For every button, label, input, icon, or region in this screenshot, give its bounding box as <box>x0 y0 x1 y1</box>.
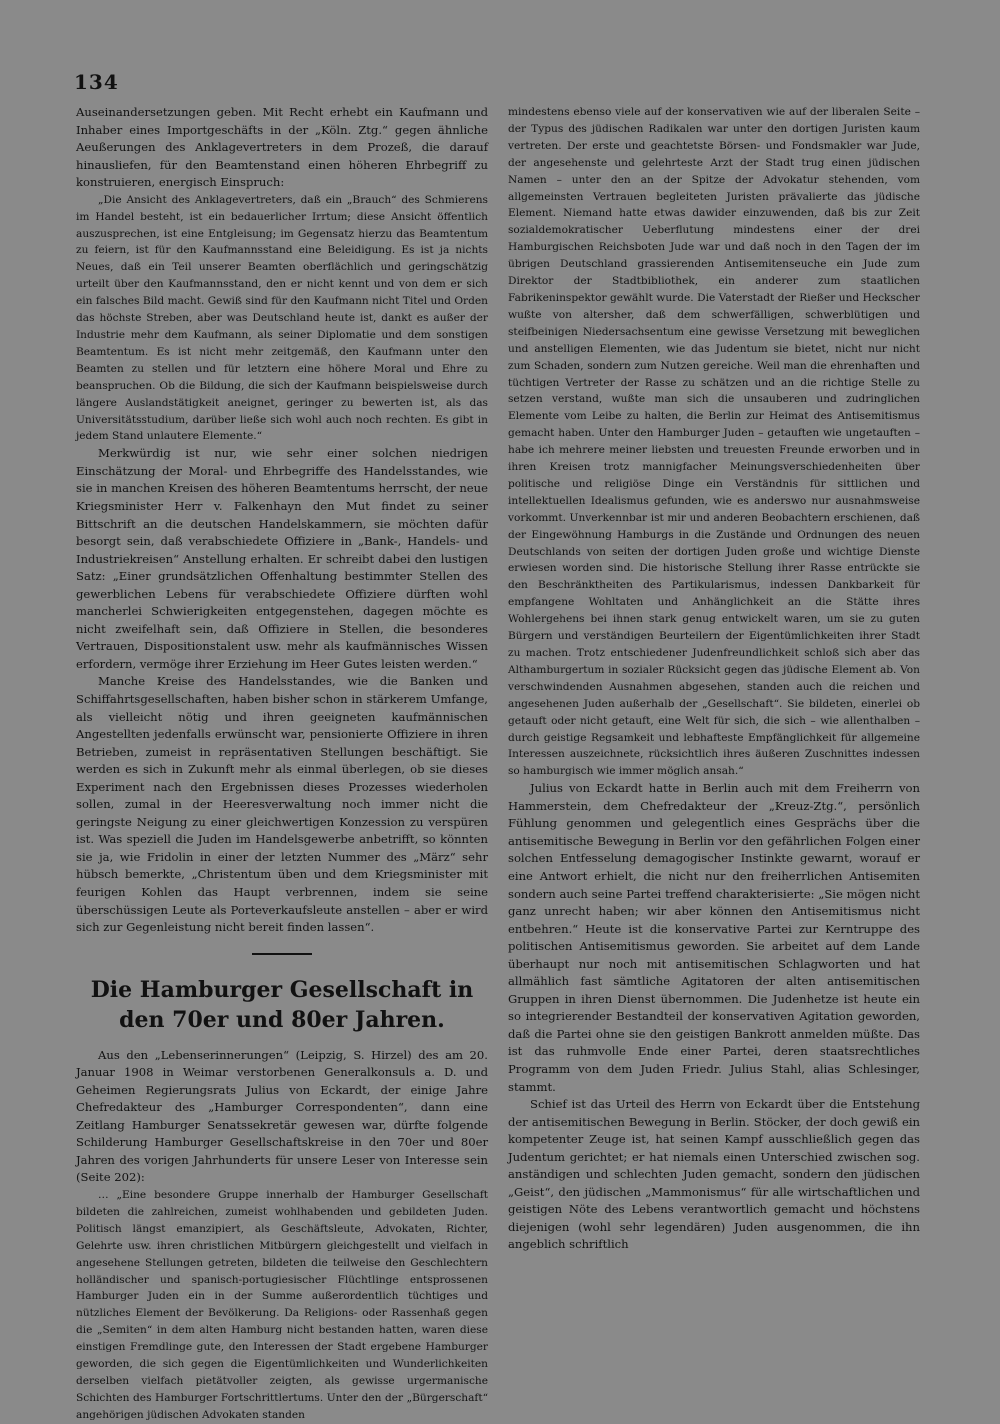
paragraph: Auseinandersetzungen geben. Mit Recht erhebt ein Kaufmann und Inhaber eines Importgeschäfts in der „Köln. Ztg.“ gegen ähnliche Aeußerungen des Anklagevertreters in dem Prozeß, die darauf hinausliefen, für den Beamtenstand einen höheren Ehrbegriff zu konstruieren, energisch Einspruch: <box>76 105 488 190</box>
quote-paragraph: „Die Ansicht des Anklagevertreters, daß ein „Brauch“ des Schmierens im Handel besteht, ist ein bedauerlicher Irrtum; diese Ansicht öffentlich auszusprechen, ist eine Entgleisung; im Gegensatz hierzu das Beamtentum zu feiern, ist für den Kaufmannsstand eine Beleidigung. Es ist ja nichts Neues, daß ein Teil unserer Beamten oberflächlich und geringschätzig urteilt über den Kaufmannsstand, den er nicht kennt und von dem er sich ein falsches Bild macht. Gewiß sind für den Kaufmann nicht Titel und Orden das höchste Streben, aber was Deutschland heute ist, dankt es außer der Industrie mehr dem Kaufmann, als seiner Diplomatie und dem sonstigen Beamtentum. Es ist nicht mehr zeitgemäß, den Kaufmann unter den Beamten zu stellen und für letztern eine höhere Moral und Ehre zu beanspruchen. Ob die Bildung, die sich der Kaufmann beispielsweise durch längere Auslandstätigkeit aneignet, geringer zu bewerten ist, als das Universitätsstudium, darüber ließe sich wohl auch noch rechten. Es gibt in jedem Stand unlautere Elemente.“ <box>76 193 488 443</box>
left-column <box>76 104 488 1424</box>
paragraph: Merkwürdig ist nur, wie sehr einer solchen niedrigen Einschätzung der Moral- und Ehrbegriffe des Handelsstandes, wie sie in manchen Kreisen des höheren Beamtentums herrscht, der neue Kriegsminister Herr v. Falkenhayn den Mut findet zu seiner Bittschrift an die deutschen Handelskammern, sie möchten dafür besorgt sein, daß verabschiedete Offiziere in „Bank-, Handels- und Industriekreisen“ Anstellung erhalten. Er schreibt dabei den lustigen Satz: „Einer grundsätzlichen Offenhaltung bestimmter Stellen des gewerblichen Lebens für verabschiedete Offiziere dürften wohl mancherlei Schwierigkeiten entgegenstehen, dagegen möchte es nicht zweifelhaft sein, daß Offiziere in Stellen, die besonderes Vertrauen, Dispositionstalent usw. mehr als kaufmännisches Wissen erfordern, vermöge ihrer Erziehung im Heer Gutes leisten werden.“ <box>76 446 488 671</box>
quote-paragraph: … „Eine besondere Gruppe innerhalb der Hamburger Gesellschaft bildeten die zahlreichen, zumeist wohlhabenden und gebildeten Juden. Politisch längst emanzipiert, als Geschäftsleute, Advokaten, Richter, Gelehrte usw. ihren christlichen Mitbürgern gleichgestellt und vielfach in angesehene Stellungen getreten, bildeten die teilweise den Geschlechtern holländischer und spanisch-portugiesischer Flüchtlinge entsprossenen Hamburger Juden ein in der Summe außerordentlich tüchtiges und nützliches Element der Bevölkerung. Da Religions- oder Rassenhaß gegen die „Semiten“ in dem alten Hamburg nicht bestanden hatten, waren diese einstigen Fremdlinge gute, den Interessen der Stadt ergebene Hamburger geworden, die sich gegen die Eigentümlichkeiten und Wunderlichkeiten derselben vielfach pietätvoller zeigten, als gewisse urgermanische Schichten des Hamburger Fortschrittlertums. Unter den der „Bürgerschaft“ angehörigen jüdischen Advokaten standen <box>76 1189 488 1421</box>
section-divider <box>252 953 312 955</box>
section-heading: Die Hamburger Gesellschaft in den 70er und 80er Jahren. <box>90 976 474 1033</box>
paragraph: Manche Kreise des Handelsstandes, wie die Banken und Schiffahrtsgesellschaften, haben bisher schon in stärkerem Umfange, als vielleicht nötig und ihren geeigneten kaufmännischen Angestellten jedenfalls erwünscht war, pensionierte Offiziere in ihren Betrieben, zumeist in repräsentativen Stellungen beschäftigt. Sie werden es sich in Zukunft mehr als einmal überlegen, ob sie dieses Experiment nach den Ergebnissen dieses Prozesses wiederholen sollen, zumal in der Heeresverwaltung noch immer nicht die geringste Neigung zu einer gleichwertigen Konzession zu verspüren ist. Was speziell die Juden im Handelsgewerbe anbetrifft, so könnten sie ja, wie Fridolin in einer der letzten Nummer des „März“ sehr hübsch bemerkte, „Christentum üben und dem Kriegsminister mit feurigen Kohlen das Haupt verbrennen, indem sie seine überschüssigen Leute als Porteverkaufsleute anstellen – aber er wird sich zur Gegenleistung nicht bereit finden lassen“. <box>76 674 488 935</box>
quote-paragraph: mindestens ebenso viele auf der konservativen wie auf der liberalen Seite – der Typus des jüdischen Radikalen war unter den dortigen Juristen kaum vertreten. Der erste und geachtetste Börsen- und Fondsmakler war Jude, der angesehenste und gelehrteste Arzt der Stadt trug einen jüdischen Namen – unter den an der Spitze der Advokatur stehenden, vom allgemeinsten Vertrauen begleiteten Juristen prävalierte das jüdische Element. Niemand hatte etwas dawider einzuwenden, daß bis zur Zeit sozialdemokratischer Ueberflutung mindestens einer der drei Hamburgischen Reichsboten Jude war und daß noch in den Tagen der im übrigen Deutschland grassierenden Antisemitenseuche ein Jude zum Direktor der Stadtbibliothek, ein anderer zum staatlichen Fabrikeninspektor gewählt wurde. Die Vaterstadt der Rießer und Heckscher wußte von altersher, daß dem schwerfälligen, schwerblütigen und steifbeinigen Niedersachsentum eine gewisse Versetzung mit beweglichen und anstelligen Elementen, wie das Judentum sie bietet, nicht nur nicht zum Schaden, sondern zum Nutzen gereiche. Weil man die ehrenhaften und tüchtigen Vertreter der Rasse zu schätzen und an die richtige Stelle zu setzen verstand, wußte man sich die unsauberen und zudringlichen Elemente vom Leibe zu halten, die Berlin zur Heimat des Antisemitismus gemacht haben. Unter den Hamburger Juden – getauften wie ungetauften – habe ich mehrere meiner liebsten und treuesten Freunde erworben und in ihren Kreisen trotz mannigfacher Meinungsverschiedenheiten über politische und religiöse Dinge ein Verständnis für sittlichen und intellektuellen Idealismus gefunden, wie es anderswo nur ausnahmsweise vorkommt. Unverkennbar ist mir und anderen Beobachtern erschienen, daß der Eingewöhnung Hamburgs in die Zustände und Ordnungen des neuen Deutschlands von seiten der dortigen Juden große und wichtige Dienste erwiesen worden sind. Die historische Stellung ihrer Rasse entrückte sie den Beschränktheiten des Partikularismus, indessen Dankbarkeit für empfangene Wohltaten und Anhänglichkeit an die Stätte ihres Wohlergehens bei ihnen stark genug entwickelt waren, um sie zu guten Bürgern und verständigen Beurteilern der Eigentümlichkeiten ihrer Stadt zu machen. Trotz entschiedener Judenfreundlichkeit schloß sich aber das Althamburgertum in sozialer Rücksicht gegen das jüdische Element ab. Von verschwindenden Ausnahmen abgesehen, standen auch die reichen und angesehenen Juden außerhalb der „Gesellschaft“. Sie bildeten, einerlei ob getauft oder nicht getauft, eine Welt für sich, die sich – wie allenthalben – durch geistige Regsamkeit und lebhafteste Empfänglichkeit für allgemeine Interessen auszeichnete, rücksichtlich ihres äußeren Zuschnittes indessen so hamburgisch wie immer möglich ansah.“ <box>508 106 920 778</box>
page-number: 134 <box>74 70 119 94</box>
right-column <box>508 104 920 1254</box>
paragraph: Aus den „Lebenserinnerungen“ (Leipzig, S. Hirzel) des am 20. Januar 1908 in Weimar verstorbenen Generalkonsuls a. D. und Geheimen Regierungsrats Julius von Eckardt, der einige Jahre Chefredakteur des „Hamburger Correspondenten“, dann eine Zeitlang Hamburger Senatssekretär gewesen war, dürfte folgende Schilderung Hamburger Gesellschaftskreise in den 70er und 80er Jahren des vorigen Jahrhunderts für unsere Leser von Interesse sein (Seite 202): <box>76 1047 488 1185</box>
paragraph: Schief ist das Urteil des Herrn von Eckardt über die Entstehung der antisemitischen Bewegung in Berlin. Stöcker, der doch gewiß ein kompetenter Zeuge ist, hat seinen Kampf ausschließlich gegen das Judentum gerichtet; er hat niemals einen Unterschied zwischen sog. anständigen und schlechten Juden gemacht, sondern den jüdischen „Geist“, den jüdischen „Mammonismus“ für alle wirtschaftlichen und geistigen Nöte des Lebens verantwortlich gemacht und höchstens diejenigen (wohl sehr legendären) Juden ausgenommen, die ihn angeblich schriftlich <box>508 1097 920 1252</box>
paragraph: Julius von Eckardt hatte in Berlin auch mit dem Freiherrn von Hammerstein, dem Chefredakteur der „Kreuz-Ztg.“, persönlich Fühlung genommen und gelegentlich eines Gesprächs über die antisemitische Bewegung in Berlin vor den gefährlichen Folgen einer solchen Entfesselung demagogischer Instinkte gewarnt, worauf er eine Antwort erhielt, die nicht nur den freiherrlichen Antisemiten sondern auch seine Partei treffend charakterisierte: „Sie mögen nicht ganz unrecht haben; wir aber können den Antisemitismus nicht entbehren.“ Heute ist die konservative Partei zur Kerntruppe des politischen Antisemitismus geworden. Sie arbeitet auf dem Lande überhaupt nur noch mit antisemitischen Schlagworten und hat allmählich fast sämtliche Agitatoren der alten antisemitischen Gruppen in ihren Dienst übernommen. Die Judenhetze ist heute ein so integrierender Bestandteil der konservativen Agitation geworden, daß die Partei ohne sie den geistigen Bankrott anmelden müßte. Das ist das ruhmvolle Ende einer Partei, deren staatsrechtliches Programm von dem Juden Friedr. Julius Stahl, alias Schlesinger, stammt. <box>508 781 920 1094</box>
